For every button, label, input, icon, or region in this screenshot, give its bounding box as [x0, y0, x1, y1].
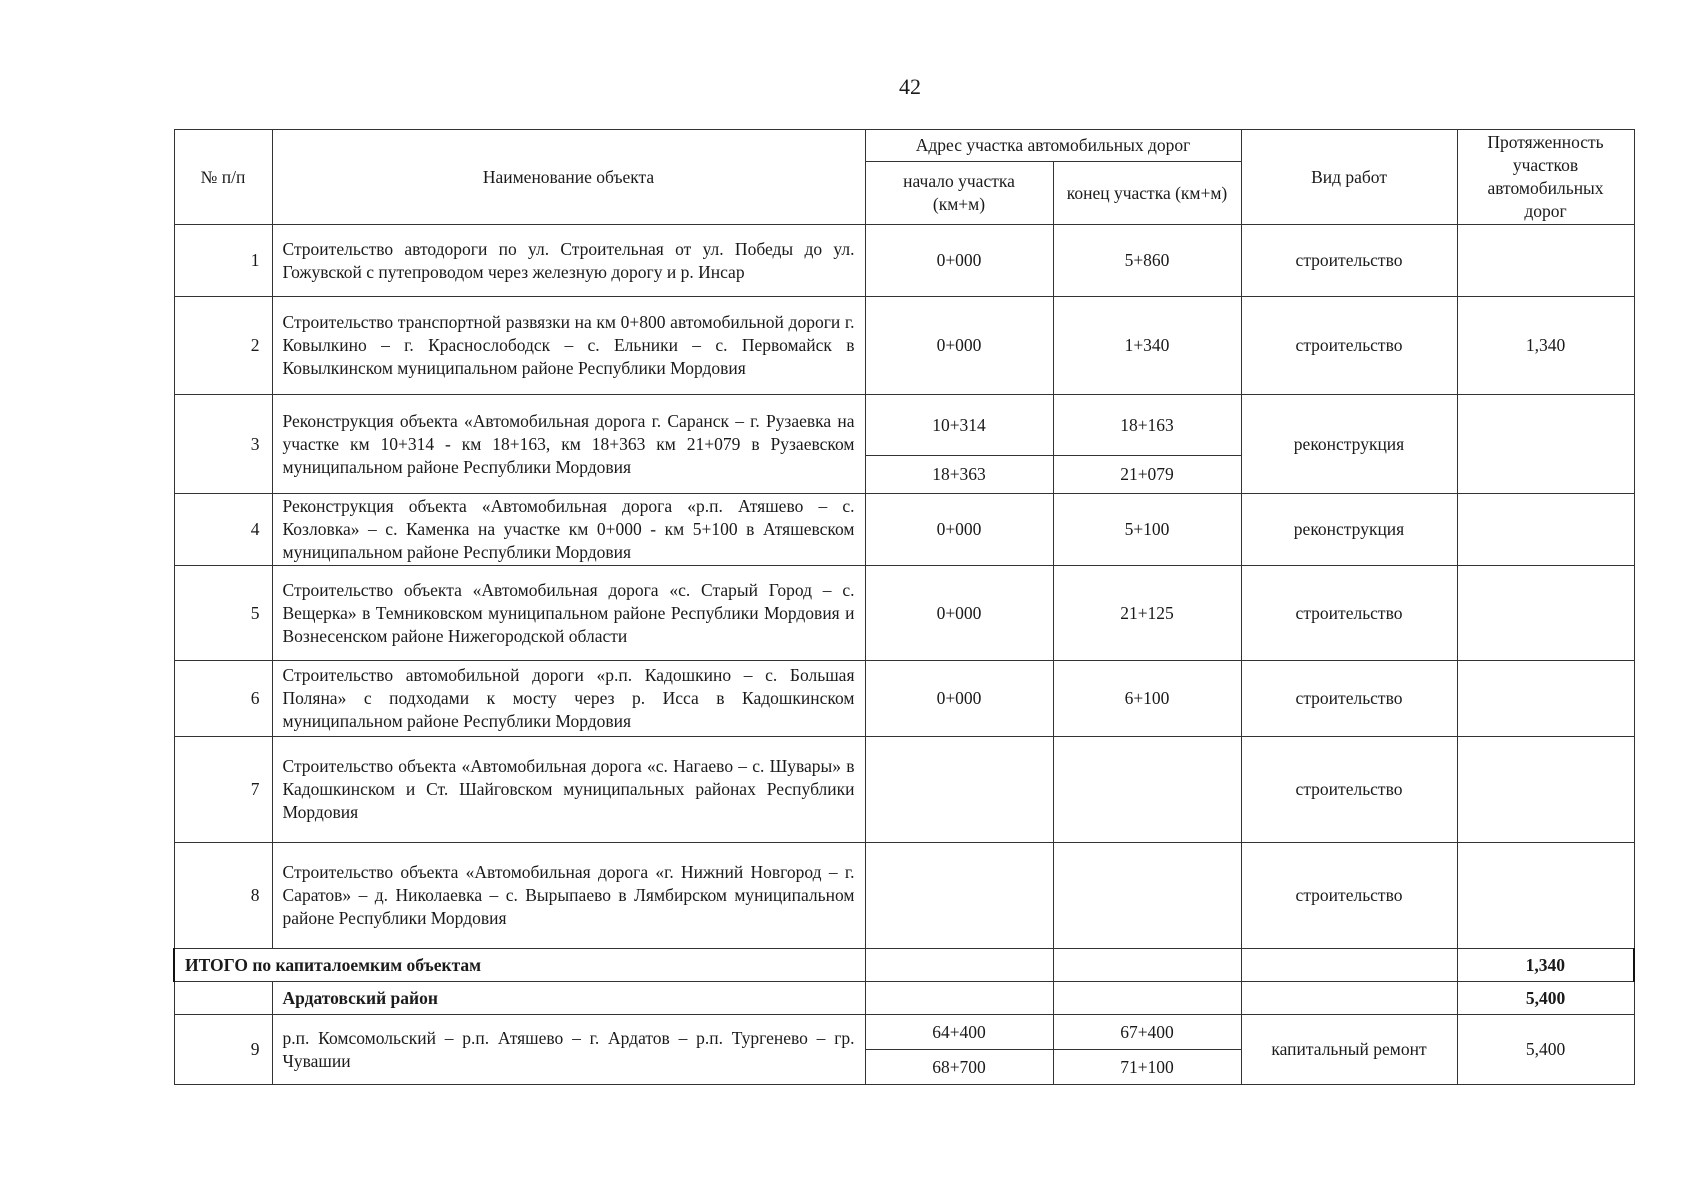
row-start	[865, 843, 1053, 949]
row-work: реконструкция	[1241, 395, 1457, 494]
row-end: 1+340	[1053, 297, 1241, 395]
table-row	[174, 843, 1634, 949]
row-end: 6+100	[1053, 661, 1241, 737]
page-number: 42	[899, 74, 921, 99]
header-address: Адрес участка автомобильных дорог	[865, 130, 1241, 162]
row-name: р.п. Комсомольский – р.п. Атяшево – г. Ардатов – р.п. Тургенево – гр. Чувашии	[272, 1015, 865, 1085]
row-start: 0+000	[865, 225, 1053, 297]
row-end	[1053, 843, 1241, 949]
row-num: 2	[174, 297, 272, 395]
row-start: 0+000	[865, 297, 1053, 395]
row-start	[865, 737, 1053, 843]
row-length	[1457, 566, 1634, 661]
total-row	[174, 949, 1634, 982]
row-work: строительство	[1241, 566, 1457, 661]
total-work	[1241, 949, 1457, 982]
header-length: Протяженность участков автомобильных дорог	[1457, 130, 1634, 225]
row-start: 64+400	[865, 1015, 1053, 1050]
row-num: 9	[174, 1015, 272, 1085]
row-name: Строительство транспортной развязки на км 0+800 автомобильной дороги г. Ковылкино – г. Краснослободск – с. Ельники – с. Первомайск в Ковылкинском муниципальном районе Республики Мордовия	[272, 297, 865, 395]
row-end: 18+163	[1053, 395, 1241, 456]
table-row	[174, 395, 1634, 456]
header-end: конец участка (км+м)	[1053, 162, 1241, 225]
header-num: № п/п	[174, 130, 272, 225]
row-length	[1457, 843, 1634, 949]
row-length	[1457, 661, 1634, 737]
table-row	[174, 566, 1634, 661]
row-start: 68+700	[865, 1050, 1053, 1085]
table-row	[174, 225, 1634, 297]
row-end: 71+100	[1053, 1050, 1241, 1085]
district-start	[865, 982, 1053, 1015]
row-num: 3	[174, 395, 272, 494]
row-length: 1,340	[1457, 297, 1634, 395]
row-num: 7	[174, 737, 272, 843]
row-work: капитальный ремонт	[1241, 1015, 1457, 1085]
row-work: строительство	[1241, 843, 1457, 949]
row-end: 21+125	[1053, 566, 1241, 661]
row-length	[1457, 225, 1634, 297]
district-length: 5,400	[1457, 982, 1634, 1015]
row-work: реконструкция	[1241, 494, 1457, 566]
row-work: строительство	[1241, 225, 1457, 297]
row-name: Строительство объекта «Автомобильная дорога «с. Старый Город – с. Вещерка» в Темниковском муниципальном районе Республики Мордовия и Вознесенском районе Нижегородской области	[272, 566, 865, 661]
row-num: 5	[174, 566, 272, 661]
row-name: Строительство автомобильной дороги «р.п. Кадошкино – с. Большая Поляна» с подходами к мосту через р. Исса в Кадошкинском муниципальном районе Республики Мордовия	[272, 661, 865, 737]
row-start: 0+000	[865, 661, 1053, 737]
row-name: Строительство объекта «Автомобильная дорога «г. Нижний Новгород – г. Саратов» – д. Николаевка – с. Вырыпаево в Лямбирском муниципальном районе Республики Мордовия	[272, 843, 865, 949]
row-length: 5,400	[1457, 1015, 1634, 1085]
row-num: 8	[174, 843, 272, 949]
district-num	[174, 982, 272, 1015]
row-work: строительство	[1241, 737, 1457, 843]
row-end: 67+400	[1053, 1015, 1241, 1050]
row-end	[1053, 737, 1241, 843]
row-name: Строительство объекта «Автомобильная дорога «с. Нагаево – с. Шувары» в Кадошкинском и Ст. Шайговском муниципальных районах Республики Мордовия	[272, 737, 865, 843]
header-work: Вид работ	[1241, 130, 1457, 225]
header-start: начало участка (км+м)	[865, 162, 1053, 225]
row-start: 0+000	[865, 494, 1053, 566]
district-row	[174, 982, 1634, 1015]
row-name: Строительство автодороги по ул. Строительная от ул. Победы до ул. Гожувской с путепроводом через железную дорогу и р. Инсар	[272, 225, 865, 297]
row-start: 10+314	[865, 395, 1053, 456]
row-end: 5+100	[1053, 494, 1241, 566]
total-label: ИТОГО по капиталоемким объектам	[174, 949, 865, 982]
total-end	[1053, 949, 1241, 982]
row-name: Реконструкция объекта «Автомобильная дорога «р.п. Атяшево – с. Козловка» – с. Каменка на участке км 0+000 - км 5+100 в Атяшевском муниципальном районе Республики Мордовия	[272, 494, 865, 566]
row-num: 1	[174, 225, 272, 297]
row-work: строительство	[1241, 297, 1457, 395]
header-name: Наименование объекта	[272, 130, 865, 225]
table-row	[174, 661, 1634, 737]
total-length: 1,340	[1457, 949, 1634, 982]
row-start: 18+363	[865, 456, 1053, 494]
table-row	[174, 1015, 1634, 1050]
district-work	[1241, 982, 1457, 1015]
total-start	[865, 949, 1053, 982]
row-end: 5+860	[1053, 225, 1241, 297]
row-num: 4	[174, 494, 272, 566]
roads-table	[173, 129, 1635, 1085]
table-row	[174, 494, 1634, 566]
row-name: Реконструкция объекта «Автомобильная дорога г. Саранск – г. Рузаевка на участке км 10+314 - км 18+163, км 18+363 км 21+079 в Рузаевском муниципальном районе Республики Мордовия	[272, 395, 865, 494]
row-end: 21+079	[1053, 456, 1241, 494]
row-start: 0+000	[865, 566, 1053, 661]
district-end	[1053, 982, 1241, 1015]
table-row	[174, 737, 1634, 843]
row-length	[1457, 494, 1634, 566]
row-length	[1457, 395, 1634, 494]
table-row	[174, 297, 1634, 395]
row-length	[1457, 737, 1634, 843]
row-work: строительство	[1241, 661, 1457, 737]
row-num: 6	[174, 661, 272, 737]
district-label: Ардатовский район	[272, 982, 865, 1015]
